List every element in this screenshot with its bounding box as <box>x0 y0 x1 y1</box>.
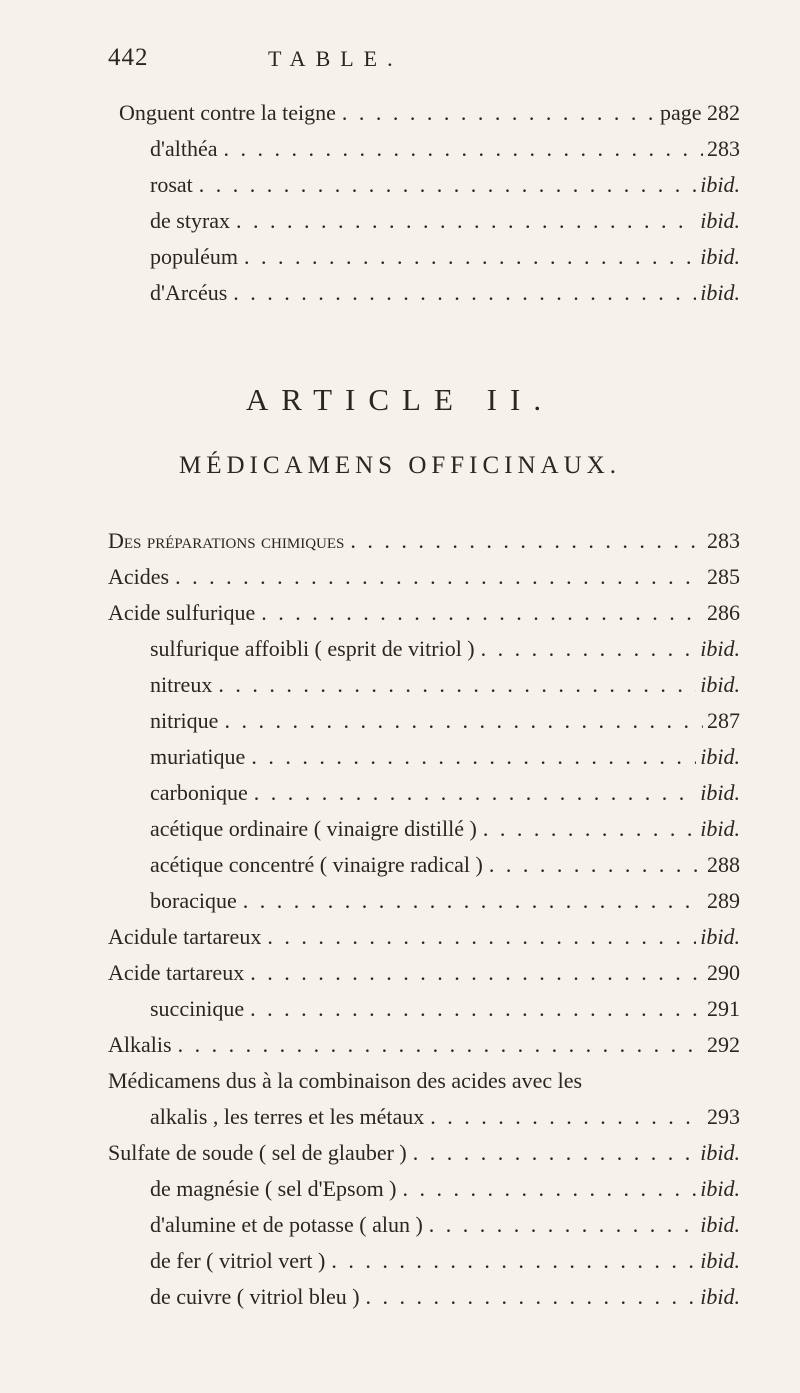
index-entry: Médicamens dus à la combinaison des acides avec les <box>108 1068 583 1093</box>
index-entry: Acide sulfurique . . . 286 <box>108 600 740 634</box>
index-entry: muriatique . . . ibid. <box>150 744 740 778</box>
running-head <box>108 44 748 84</box>
index-entry: boracique . . . 289 <box>150 888 740 922</box>
index-entry: nitreux . . . ibid. <box>150 672 740 706</box>
index-entry: Onguent contre la teigne . . . page 282 <box>119 100 740 134</box>
index-entry: d'althéa . . . 283 <box>150 136 740 170</box>
index-entry: rosat . . . ibid. <box>150 172 740 206</box>
index-entry: acétique ordinaire ( vinaigre distillé ) . . . ibid. <box>150 816 740 850</box>
index-entry: nitrique . . . 287 <box>150 708 740 742</box>
index-entry: carbonique . . . ibid. <box>150 780 740 814</box>
index-entry: acétique concentré ( vinaigre radical ) . . . 288 <box>150 852 740 886</box>
index-entry: alkalis , les terres et les métaux . . . 293 <box>150 1104 740 1138</box>
index-entry: sulfurique affoibli ( esprit de vitriol ) . . . ibid. <box>150 636 740 670</box>
index-entry: d'Arcéus . . . ibid. <box>150 280 740 314</box>
index-entry: populéum . . . ibid. <box>150 244 740 278</box>
index-entry: succinique . . . 291 <box>150 996 740 1030</box>
index-entry: Des préparations chimiques . . . 283 <box>108 528 740 562</box>
running-title: TABLE. <box>268 46 403 71</box>
index-entry: de cuivre ( vitriol bleu ) . . . ibid. <box>150 1284 740 1318</box>
index-entry: de magnésie ( sel d'Epsom ) . . . ibid. <box>150 1176 740 1210</box>
page-number: 442 <box>108 44 149 71</box>
index-entry: de fer ( vitriol vert ) . . . ibid. <box>150 1248 740 1282</box>
index-entry: Alkalis . . . 292 <box>108 1032 740 1066</box>
index-entry: Acide tartareux . . . 290 <box>108 960 740 994</box>
index-entry: Acidule tartareux . . . ibid. <box>108 924 740 958</box>
section-heading: MÉDICAMENS OFFICINAUX. <box>179 452 621 479</box>
index-entry: Sulfate de soude ( sel de glauber ) . . . ibid. <box>108 1140 740 1174</box>
index-entry: de styrax . . . ibid. <box>150 208 740 242</box>
article-heading: ARTICLE II. <box>245 382 555 417</box>
index-entry: d'alumine et de potasse ( alun ) . . . ibid. <box>150 1212 740 1246</box>
index-entry: Acides . . . 285 <box>108 564 740 598</box>
